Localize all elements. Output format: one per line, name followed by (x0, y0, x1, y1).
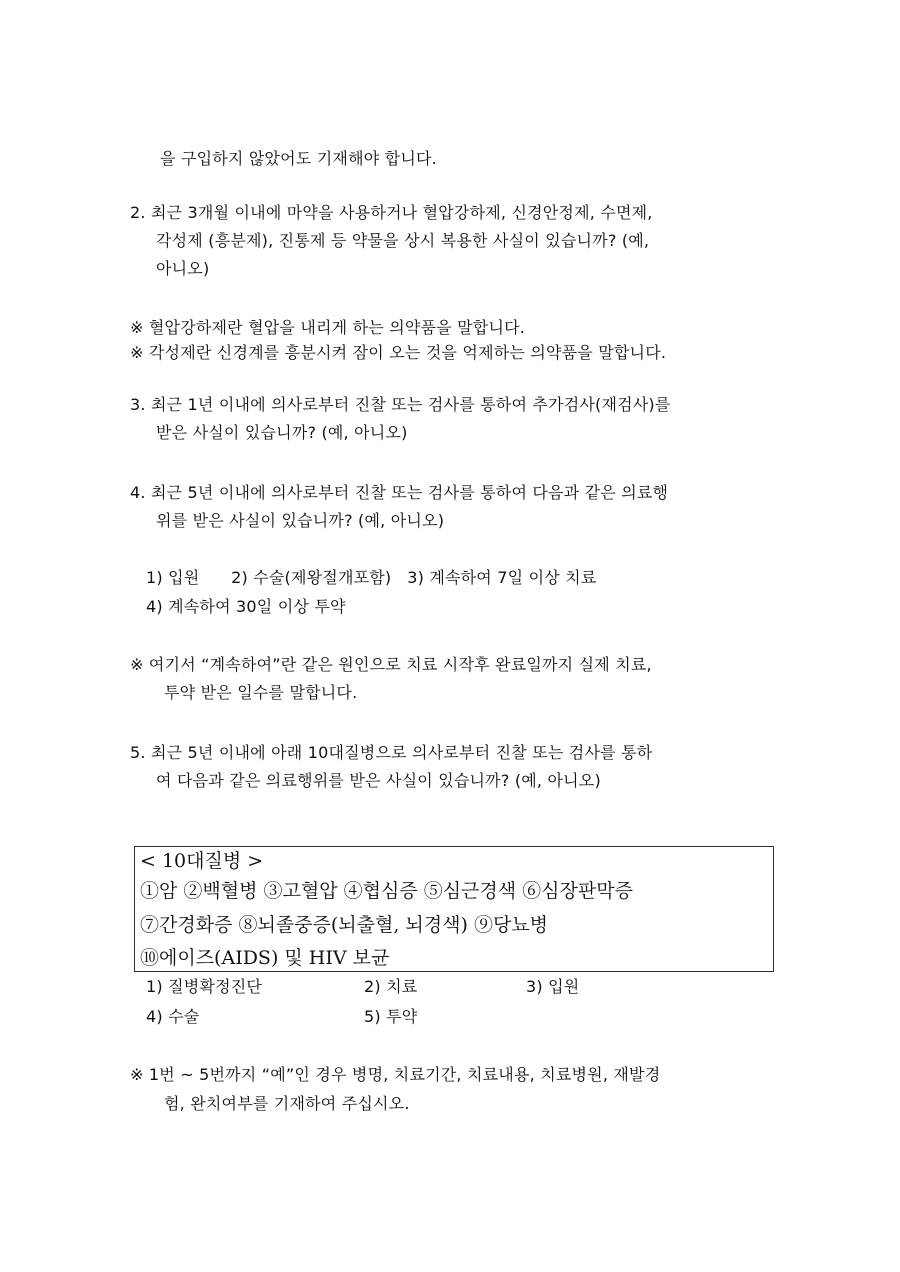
final-note-line-2: 험, 완치여부를 기재하여 주십시오. (164, 1094, 410, 1113)
note-antihypertensive: ※ 혈압강하제란 혈압을 내리게 하는 의약품을 말합니다. (130, 318, 526, 337)
question-3-line-1: 3. 최근 1년 이내에 의사로부터 진찰 또는 검사를 통하여 추가검사(재검사)를 (130, 395, 671, 414)
question-3-line-2: 받은 사실이 있습니까? (예, 아니오) (156, 423, 408, 442)
question-2-line-2: 각성제 (흥분제), 진통제 등 약물을 상시 복용한 사실이 있습니까? (예, (156, 231, 650, 250)
question-5-option-treatment: 2) 치료 (364, 977, 418, 996)
question-5-line-1: 5. 최근 5년 이내에 아래 10대질병으로 의사로부터 진찰 또는 검사를 통하 (130, 743, 653, 762)
question-4-line-2: 위를 받은 사실이 있습니까? (예, 아니오) (156, 511, 445, 530)
question-2-line-1: 2. 최근 3개월 이내에 마약을 사용하거나 혈압강하제, 신경안정제, 수면제, (130, 203, 653, 222)
question-5-option-medication: 5) 투약 (364, 1007, 418, 1026)
question-5-option-hospitalization: 3) 입원 (526, 977, 580, 996)
ten-diseases-row-2: ⑦간경화증 ⑧뇌졸중증(뇌출혈, 뇌경색) ⑨당뇨병 (140, 914, 549, 936)
final-note-line-1: ※ 1번 ~ 5번까지 “예”인 경우 병명, 치료기간, 치료내용, 치료병원, 재발경 (130, 1065, 661, 1084)
note-stimulant: ※ 각성제란 신경계를 흥분시켜 잠이 오는 것을 억제하는 의약품을 말합니다. (130, 343, 667, 362)
question-4-line-1: 4. 최근 5년 이내에 의사로부터 진찰 또는 검사를 통하여 다음과 같은 의료행 (130, 483, 669, 502)
continuation-line: 을 구입하지 않았어도 기재해야 합니다. (160, 149, 437, 168)
ten-diseases-title: < 10대질병 > (140, 850, 264, 872)
question-5-line-2: 여 다음과 같은 의료행위를 받은 사실이 있습니까? (예, 아니오) (156, 771, 601, 790)
question-5-option-surgery: 4) 수술 (146, 1007, 200, 1026)
note-continuous-line-2: 투약 받은 일수를 말합니다. (164, 683, 358, 702)
question-4-options-1: 1) 입원 2) 수술(제왕절개포함) 3) 계속하여 7일 이상 치료 (146, 568, 597, 587)
ten-diseases-row-3: ⑩에이즈(AIDS) 및 HIV 보균 (140, 947, 390, 969)
question-4-options-2: 4) 계속하여 30일 이상 투약 (146, 597, 346, 616)
question-5-option-diagnosis: 1) 질병확정진단 (146, 977, 263, 996)
ten-diseases-row-1: ①암 ②백혈병 ③고혈압 ④협심증 ⑤심근경색 ⑥심장판막증 (140, 880, 633, 902)
question-2-line-3: 아니오) (156, 259, 210, 278)
note-continuous-line-1: ※ 여기서 “계속하여”란 같은 원인으로 치료 시작후 완료일까지 실제 치료, (130, 655, 652, 674)
